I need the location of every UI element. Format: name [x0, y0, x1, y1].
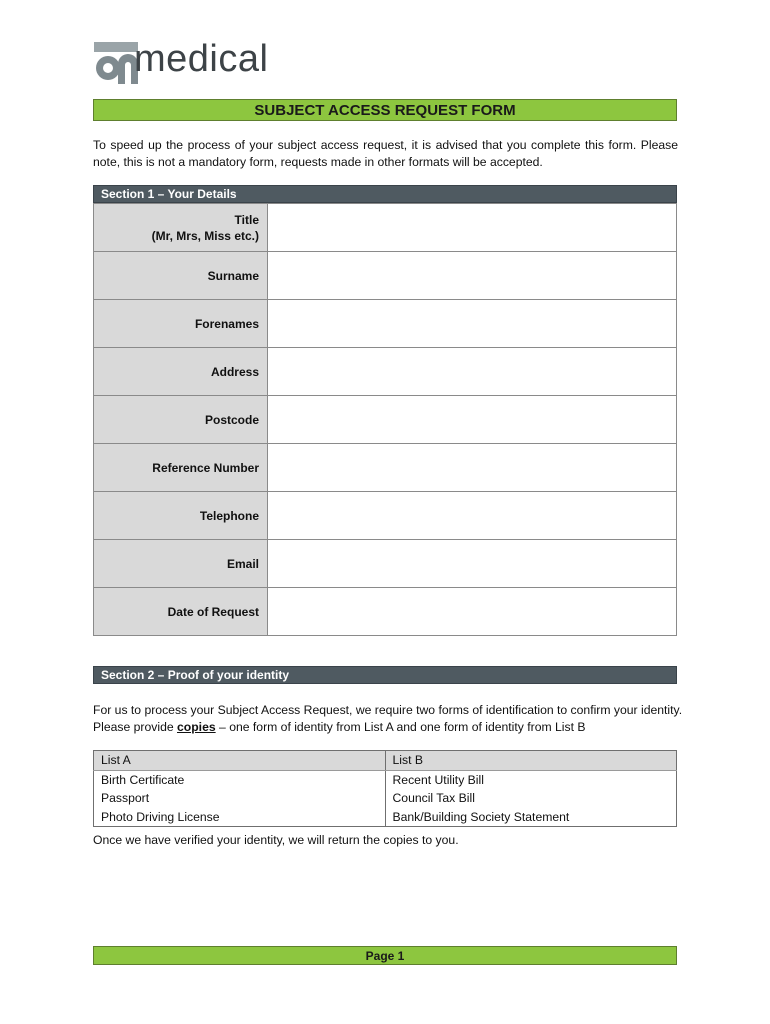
form-title: SUBJECT ACCESS REQUEST FORM	[93, 99, 677, 121]
table-row	[94, 751, 677, 771]
table-row	[94, 540, 677, 588]
table-row	[94, 770, 677, 789]
reference-number-field[interactable]	[268, 444, 677, 492]
email-field[interactable]	[268, 540, 677, 588]
field-label: Postcode	[94, 396, 268, 444]
list-item: Council Tax Bill	[385, 789, 677, 808]
logo-text: medical	[134, 38, 269, 80]
telephone-field[interactable]	[268, 492, 677, 540]
proof-text: – one form of identity from List A and one form of identity from List B	[215, 720, 586, 734]
table-row	[94, 300, 677, 348]
date-of-request-field[interactable]	[268, 588, 677, 636]
field-label: Email	[94, 540, 268, 588]
table-row	[94, 789, 677, 808]
id-lists-table	[93, 750, 677, 827]
section-1-heading: Section 1 – Your Details	[93, 185, 677, 203]
closing-paragraph: Once we have verified your identity, we will return the copies to you.	[93, 833, 459, 847]
table-row	[94, 444, 677, 492]
field-label-title	[94, 204, 268, 252]
title-field[interactable]	[268, 204, 677, 252]
field-label: Forenames	[94, 300, 268, 348]
section-2-heading: Section 2 – Proof of your identity	[93, 666, 677, 684]
field-label: Telephone	[94, 492, 268, 540]
list-item: Birth Certificate	[94, 770, 386, 789]
proof-paragraph	[93, 702, 683, 736]
postcode-field[interactable]	[268, 396, 677, 444]
company-logo	[94, 38, 284, 88]
field-label: Surname	[94, 252, 268, 300]
list-item: Passport	[94, 789, 386, 808]
table-row	[94, 808, 677, 827]
field-label: Title	[234, 212, 259, 227]
logo-mark-icon	[94, 42, 138, 84]
table-row	[94, 204, 677, 252]
list-item: Recent Utility Bill	[385, 770, 677, 789]
table-row	[94, 492, 677, 540]
field-sublabel: (Mr, Mrs, Miss etc.)	[151, 228, 259, 243]
copies-emphasis: copies	[177, 720, 216, 734]
table-row	[94, 252, 677, 300]
forenames-field[interactable]	[268, 300, 677, 348]
field-label: Date of Request	[94, 588, 268, 636]
surname-field[interactable]	[268, 252, 677, 300]
table-row	[94, 396, 677, 444]
page-footer: Page 1	[93, 946, 677, 965]
list-b-heading: List B	[385, 751, 677, 771]
proof-text: For us to process your Subject Access Request, we require two forms of identification to confirm your identity. Please provide	[93, 703, 683, 734]
list-item: Photo Driving License	[94, 808, 386, 827]
table-row	[94, 588, 677, 636]
list-a-heading: List A	[94, 751, 386, 771]
intro-paragraph: To speed up the process of your subject access request, it is advised that you complete this form. Please note, this is not a mandatory form, requests made in other formats will be accepted.	[93, 138, 678, 169]
address-field[interactable]	[268, 348, 677, 396]
field-label: Address	[94, 348, 268, 396]
list-item: Bank/Building Society Statement	[385, 808, 677, 827]
field-label: Reference Number	[94, 444, 268, 492]
table-row	[94, 348, 677, 396]
details-table	[93, 203, 677, 636]
